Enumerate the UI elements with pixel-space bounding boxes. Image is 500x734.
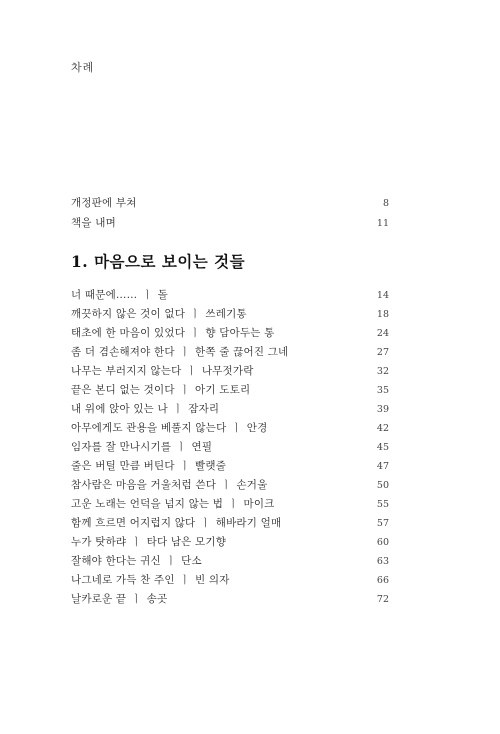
toc-entry-page: 24	[376, 328, 389, 339]
toc-entry-page: 72	[376, 594, 389, 605]
toc-separator: ㅣ	[142, 289, 153, 301]
toc-entry-subtitle: 연필	[191, 441, 213, 453]
toc-entry-subtitle: 잠자리	[188, 403, 220, 415]
toc-entry[interactable]	[71, 438, 389, 457]
toc-entry-title: 좀 더 겸손해져야 한다	[71, 346, 175, 358]
toc-entry[interactable]	[71, 590, 389, 609]
toc-entry[interactable]	[71, 286, 389, 305]
toc-entry-title-group	[71, 343, 288, 362]
toc-entry-title: 누가 탓하랴	[71, 536, 127, 548]
toc-entry-page: 47	[376, 461, 389, 472]
toc-entry-title: 나그네로 가득 찬 주인	[71, 574, 175, 586]
toc-entry[interactable]	[71, 343, 389, 362]
toc-entry-page: 42	[376, 423, 389, 434]
toc-entry-subtitle: 손거울	[236, 479, 268, 491]
toc-entry-title: 나무는 부러지지 않는다	[71, 365, 182, 377]
toc-entry-subtitle: 한쪽 줄 끊어진 그네	[195, 346, 289, 358]
toc-entry-title-group	[71, 571, 230, 590]
toc-entry-title: 줄은 버틸 만큼 버틴다	[71, 460, 175, 472]
toc-entry-title: 깨끗하지 않은 것이 없다	[71, 308, 186, 320]
toc-entry-title: 개정판에 부쳐	[71, 197, 137, 209]
toc-entry[interactable]	[71, 495, 389, 514]
toc-entry-title-group	[71, 381, 250, 400]
toc-entry-page: 8	[382, 198, 389, 209]
toc-separator: ㅣ	[176, 441, 187, 453]
toc-entry-subtitle: 송곳	[146, 593, 168, 605]
toc-separator: ㅣ	[165, 555, 177, 567]
toc-entry-page: 39	[376, 404, 389, 415]
toc-entry-page: 66	[376, 575, 389, 586]
toc-entry-title-group	[71, 533, 226, 552]
toc-entry-page: 60	[376, 537, 389, 548]
toc-separator: ㅣ	[190, 308, 201, 320]
front-matter-list	[71, 193, 389, 233]
toc-entry-title-group	[71, 590, 167, 609]
toc-entry[interactable]	[71, 324, 389, 343]
part-heading: 1. 마음으로 보이는 것들	[71, 252, 246, 271]
toc-entry-title: 임자를 잘 만나시기를	[71, 441, 172, 453]
toc-separator: ㅣ	[131, 536, 142, 548]
toc-separator: ㅣ	[131, 593, 142, 605]
toc-separator: ㅣ	[179, 346, 191, 358]
toc-entry-title: 아무에게도 관용을 베풀지 않는다	[71, 422, 227, 434]
toc-entry-page: 50	[376, 480, 389, 491]
toc-entry-title-group	[71, 476, 267, 495]
toc-entry[interactable]	[71, 533, 389, 552]
toc-entry-subtitle: 빈 의자	[195, 574, 230, 586]
toc-entry-title: 참사람은 마음을 거울처럼 쓴다	[71, 479, 217, 491]
toc-entry-title-group	[71, 514, 281, 533]
toc-entry-subtitle: 해바라기 얼매	[215, 517, 282, 529]
toc-entry[interactable]	[71, 305, 389, 324]
part-entry-list	[71, 286, 389, 609]
toc-entry-title: 너 때문에……	[71, 289, 138, 301]
toc-separator: ㅣ	[186, 365, 197, 377]
toc-separator: ㅣ	[221, 479, 232, 491]
toc-entry-title-group	[71, 457, 226, 476]
toc-entry-page: 35	[376, 385, 389, 396]
toc-separator: ㅣ	[190, 327, 201, 339]
toc-separator: ㅣ	[172, 403, 184, 415]
toc-entry-title-group	[71, 438, 212, 457]
toc-entry-subtitle: 타다 남은 모기향	[146, 536, 227, 548]
toc-entry-subtitle: 돌	[157, 289, 168, 301]
toc-entry-page: 14	[376, 290, 389, 301]
toc-entry-title-group	[71, 495, 275, 514]
toc-entry-title: 고운 노래는 언덕을 넘지 않는 법	[71, 498, 224, 510]
toc-entry-title: 함께 흐르면 어지럽지 않다	[71, 517, 196, 529]
toc-entry-title-group	[71, 305, 247, 324]
toc-entry-title-group	[71, 324, 275, 343]
toc-entry-page: 63	[376, 556, 389, 567]
toc-entry-title-group	[71, 362, 254, 381]
toc-entry[interactable]	[71, 362, 389, 381]
toc-entry-title-group	[71, 552, 202, 571]
toc-separator: ㅣ	[228, 498, 239, 510]
toc-entry-subtitle: 나무젓가락	[201, 365, 254, 377]
toc-entry[interactable]	[71, 381, 389, 400]
toc-entry[interactable]	[71, 213, 389, 233]
toc-entry-title: 내 위에 앉아 있는 나	[71, 403, 168, 415]
toc-entry-page: 55	[376, 499, 389, 510]
toc-entry-page: 45	[376, 442, 389, 453]
toc-entry[interactable]	[71, 457, 389, 476]
toc-entry-subtitle: 마이크	[243, 498, 275, 510]
toc-entry-title: 태초에 한 마음이 있었다	[71, 327, 186, 339]
toc-entry-subtitle: 단소	[181, 555, 202, 567]
toc-entry[interactable]	[71, 476, 389, 495]
toc-entry[interactable]	[71, 571, 389, 590]
toc-entry[interactable]	[71, 514, 389, 533]
running-head: 차례	[71, 61, 95, 74]
toc-entry[interactable]	[71, 419, 389, 438]
toc-entry-title: 책을 내며	[71, 217, 116, 229]
toc-entry-title-group	[71, 419, 267, 438]
toc-separator: ㅣ	[179, 574, 191, 586]
toc-separator: ㅣ	[200, 517, 211, 529]
toc-separator: ㅣ	[179, 460, 191, 472]
toc-entry[interactable]	[71, 552, 389, 571]
toc-entry-subtitle: 향 담아두는 통	[205, 327, 275, 339]
toc-entry[interactable]	[71, 193, 389, 213]
toc-entry-title: 날카로운 끝	[71, 593, 127, 605]
toc-entry-page: 32	[376, 366, 389, 377]
toc-entry-title-group	[71, 400, 219, 419]
toc-entry-subtitle: 아기 도토리	[195, 384, 251, 396]
toc-entry-page: 57	[376, 518, 389, 529]
toc-entry-subtitle: 쓰레기통	[205, 308, 247, 320]
toc-entry-title: 끝은 본디 없는 것이다	[71, 384, 175, 396]
toc-entry-title-group	[71, 286, 168, 305]
toc-entry[interactable]	[71, 400, 389, 419]
toc-entry-page: 11	[376, 218, 389, 229]
toc-entry-subtitle: 빨랫줄	[195, 460, 227, 472]
toc-separator: ㅣ	[179, 384, 191, 396]
toc-entry-page: 18	[376, 309, 389, 320]
toc-entry-title: 잘해야 한다는 귀신	[71, 555, 161, 567]
toc-entry-page: 27	[376, 347, 389, 358]
toc-separator: ㅣ	[231, 422, 242, 434]
toc-entry-subtitle: 안경	[246, 422, 268, 434]
